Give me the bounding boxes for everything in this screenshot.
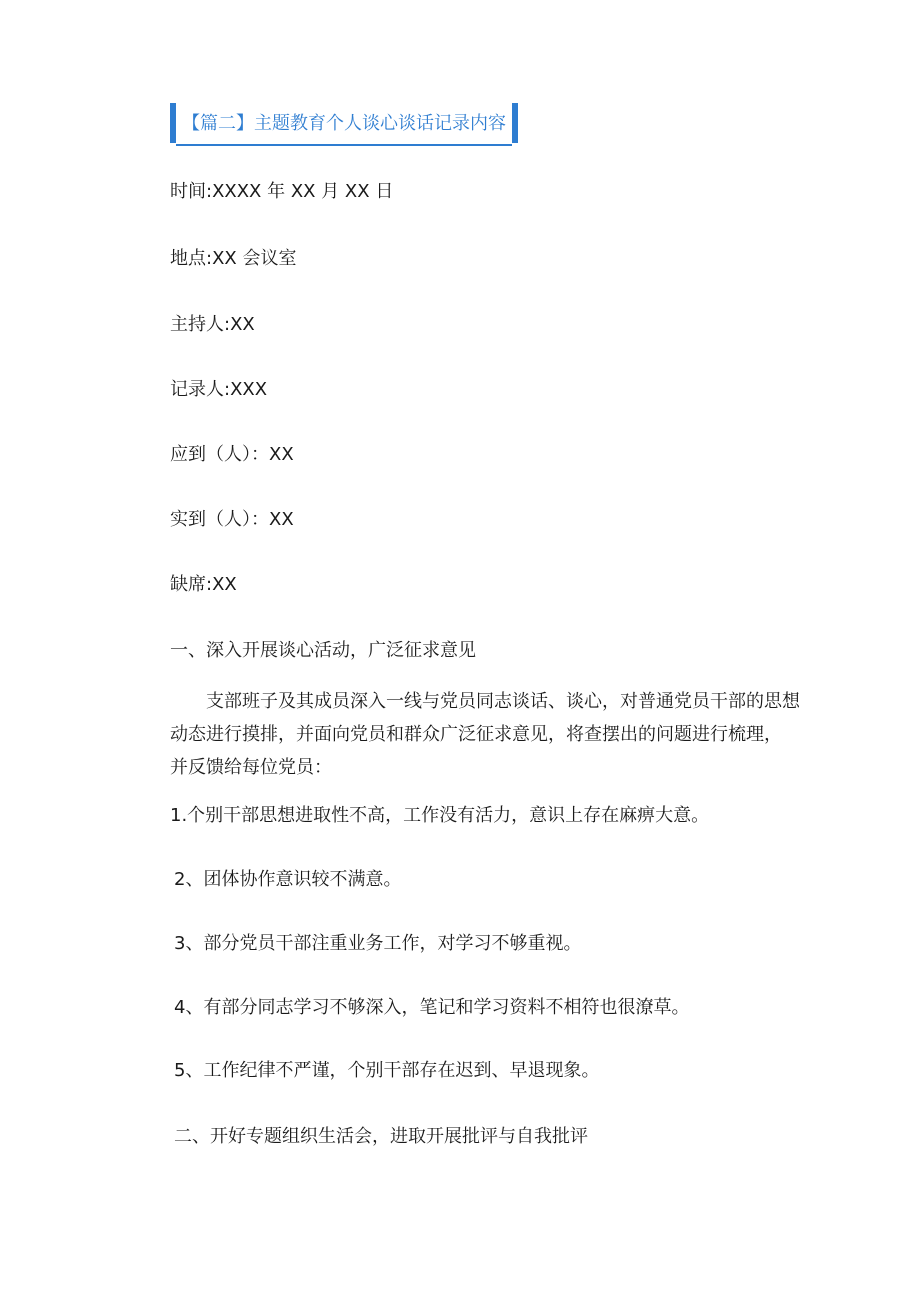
list-item: 3、部分党员干部注重业务工作，对学习不够重视。 xyxy=(174,933,582,954)
meta-time: 时间:XXXX 年 XX 月 XX 日 xyxy=(170,181,394,202)
section1-paragraph-line1: 支部班子及其成员深入一线与党员同志谈话、谈心，对普通党员干部的思想 xyxy=(206,691,800,712)
meta-host: 主持人:XX xyxy=(170,314,255,335)
section1-heading: 一、深入开展谈心活动，广泛征求意见 xyxy=(170,640,476,661)
meta-expected: 应到（人）：XX xyxy=(170,444,294,465)
meta-recorder: 记录人:XXX xyxy=(170,379,268,400)
section1-paragraph-line3: 并反馈给每位党员： xyxy=(170,757,332,778)
section1-paragraph-line2: 动态进行摸排，并面向党员和群众广泛征求意见，将查摆出的问题进行梳理， xyxy=(170,724,782,745)
title-right-bar xyxy=(512,103,518,143)
document-title: 【篇二】主题教育个人谈心谈话记录内容 xyxy=(176,104,512,146)
list-item: 2、团体协作意识较不满意。 xyxy=(174,869,402,890)
document-title-block xyxy=(170,100,518,146)
list-item: 4、有部分同志学习不够深入，笔记和学习资料不相符也很潦草。 xyxy=(174,997,690,1018)
meta-absent: 缺席:XX xyxy=(170,574,237,595)
list-item: 1.个别干部思想进取性不高，工作没有活力，意识上存在麻痹大意。 xyxy=(170,805,710,826)
meta-actual: 实到（人）：XX xyxy=(170,509,294,530)
meta-place: 地点:XX 会议室 xyxy=(170,248,297,269)
list-item: 5、工作纪律不严谨，个别干部存在迟到、早退现象。 xyxy=(174,1060,600,1081)
section2-heading: 二、开好专题组织生活会，进取开展批评与自我批评 xyxy=(174,1126,588,1147)
